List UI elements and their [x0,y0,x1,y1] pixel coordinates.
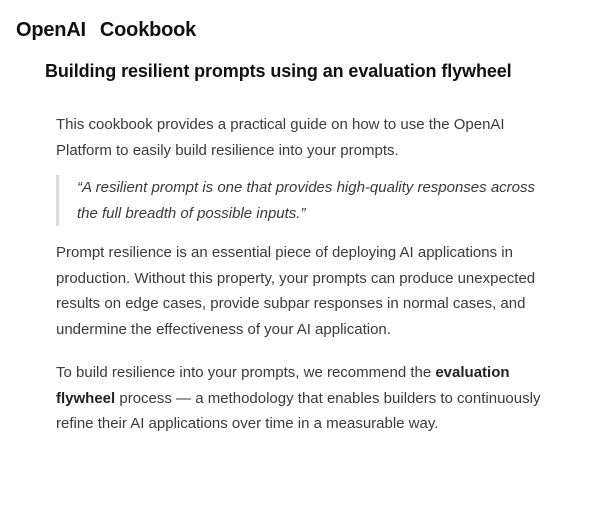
flywheel-text-after: process — a methodology that enables builders to continuously refine their AI applications over time in a measurable way. [56,389,541,432]
blockquote [56,175,556,226]
resilience-paragraph: Prompt resilience is an essential piece of deploying AI applications in production. Without this property, your prompts can produce unexpected results on edge cases, provide subpar responses in normal cases, and undermine the effectiveness of your AI application. [56,244,536,338]
flywheel-paragraph [56,360,556,437]
intro-paragraph: This cookbook provides a practical guide on how to use the OpenAI Platform to easily build resilience into your prompts. [56,116,505,159]
section-link-cookbook[interactable]: Cookbook [99,19,197,41]
flywheel-emphasis: evaluation flywheel [56,364,510,407]
flywheel-text-before: To build resilience into your prompts, we recommend the [56,364,436,381]
site-header [16,19,196,42]
article-title: Building resilient prompts using an evaluation flywheel [45,61,512,81]
quote-text: “A resilient prompt is one that provides high-quality responses across the full breadth of possible inputs.” [77,179,535,222]
article-body [56,112,556,437]
brand-logo-text[interactable]: OpenAI [16,19,86,41]
